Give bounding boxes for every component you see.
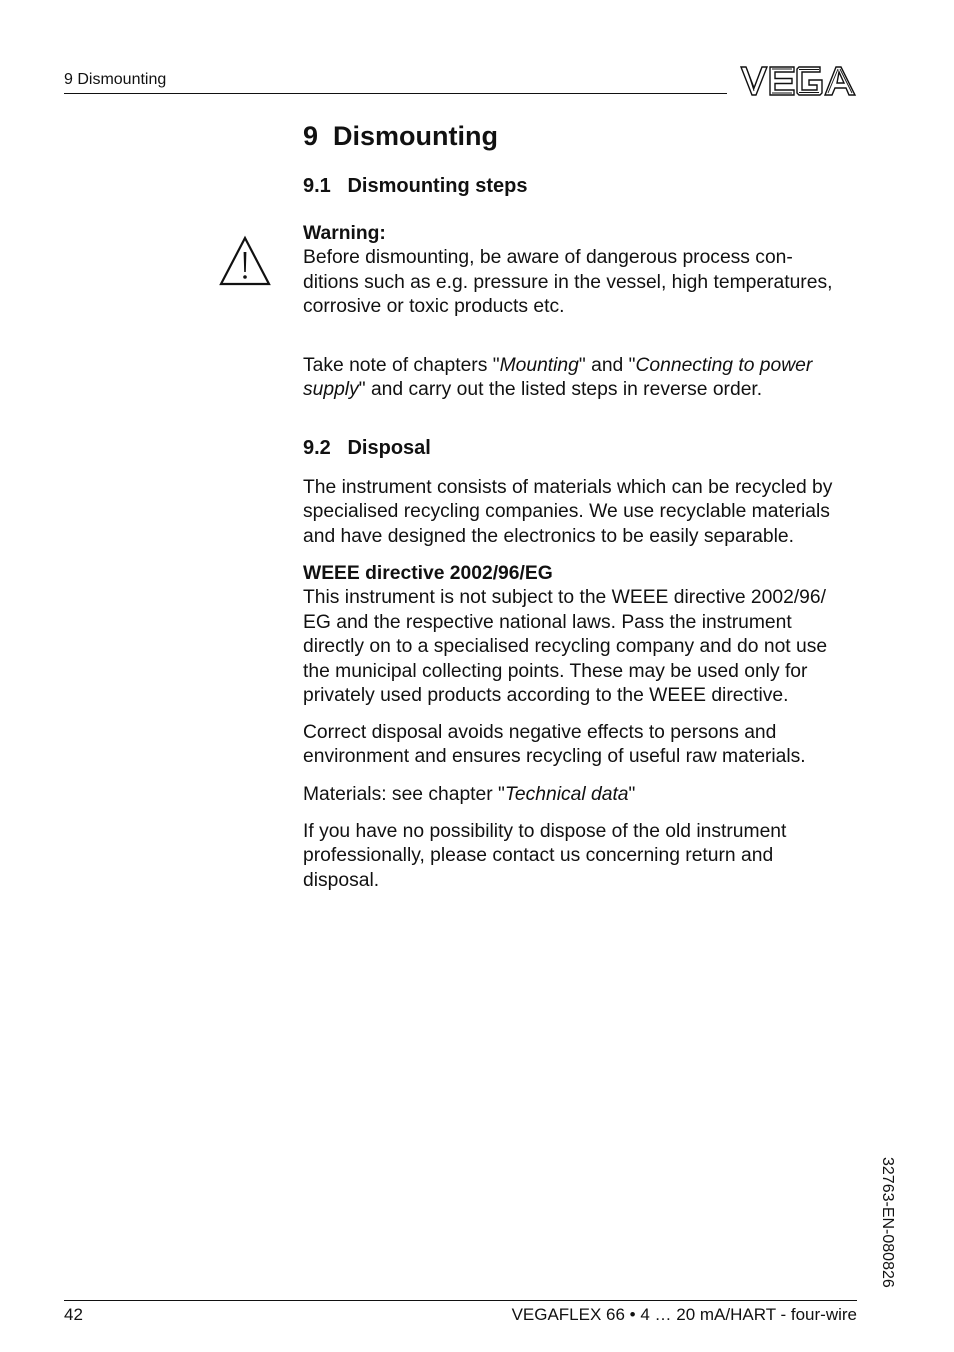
subsection-title-disposal: 9.2 Disposal xyxy=(303,437,431,459)
text-line: environment and ensures recycling of useful raw materials. xyxy=(303,746,806,768)
text-line: professionally, please contact us concerning return and xyxy=(303,845,774,867)
header-rule xyxy=(64,93,727,94)
text-line: Correct disposal avoids negative effects to persons and xyxy=(303,722,777,743)
chapter-ref-connecting-cont: supply xyxy=(303,379,359,401)
warning-label: Warning: xyxy=(303,223,386,244)
document-code xyxy=(878,1157,898,1307)
warning-line: corrosive or toxic products etc. xyxy=(303,296,565,318)
text-line: The instrument consists of materials which can be recycled by xyxy=(303,477,833,498)
warning-triangle-icon xyxy=(218,235,272,287)
chapter-ref-mounting: Mounting xyxy=(499,355,579,376)
footer-product-title: VEGAFLEX 66 • 4 … 20 mA/HART - four-wire xyxy=(511,1305,857,1324)
document-code-text: 32763-EN-080826 xyxy=(879,1157,896,1288)
warning-block xyxy=(303,222,863,320)
note-text: " and carry out the listed steps in reverse order. xyxy=(358,379,763,401)
weee-title: WEEE directive 2002/96/EG xyxy=(303,563,553,584)
warning-line: Before dismounting, be aware of dangerous process con- xyxy=(303,247,793,269)
text-line: EG and the respective national laws. Pass the instrument xyxy=(303,611,792,633)
vega-logo xyxy=(739,64,857,98)
note-line xyxy=(303,354,863,378)
text-line: the municipal collecting points. These may be used only for xyxy=(303,660,808,682)
text-line: and have designed the electronics to be easily separable. xyxy=(303,525,794,547)
disposal-paragraph-3 xyxy=(303,820,863,893)
text-line: If you have no possibility to dispose of the old instrument xyxy=(303,821,787,842)
note-text: Take note of chapters " xyxy=(303,355,500,376)
text-line: specialised recycling companies. We use recyclable materials xyxy=(303,501,830,523)
running-header-chapter: 9 Dismounting xyxy=(64,71,167,88)
page-number: 42 xyxy=(64,1305,83,1324)
weee-block xyxy=(303,562,863,708)
subsection-title-dismounting-steps: 9.1 Dismounting steps xyxy=(303,175,528,197)
reverse-order-note xyxy=(303,354,863,403)
disposal-paragraph-1 xyxy=(303,476,863,549)
materials-note xyxy=(303,783,863,807)
text-line: privately used products according to the WEEE directive. xyxy=(303,685,789,707)
note-text: " and " xyxy=(578,355,636,376)
warning-line: ditions such as e.g. pressure in the vessel, high temperatures, xyxy=(303,271,833,293)
disposal-paragraph-2 xyxy=(303,721,863,770)
note-line xyxy=(303,378,863,402)
footer-rule xyxy=(64,1300,857,1301)
text-line: directly on to a specialised recycling company and do not use xyxy=(303,636,828,658)
text-line: disposal. xyxy=(303,869,380,891)
note-text: Materials: see chapter " xyxy=(303,784,505,805)
chapter-title: 9 Dismounting xyxy=(303,121,498,151)
chapter-ref-connecting: Connecting to power xyxy=(635,355,813,376)
chapter-ref-technical-data: Technical data xyxy=(504,784,629,805)
note-text: " xyxy=(628,784,636,805)
text-line xyxy=(303,783,863,807)
text-line: This instrument is not subject to the WEEE directive 2002/96/ xyxy=(303,587,826,609)
